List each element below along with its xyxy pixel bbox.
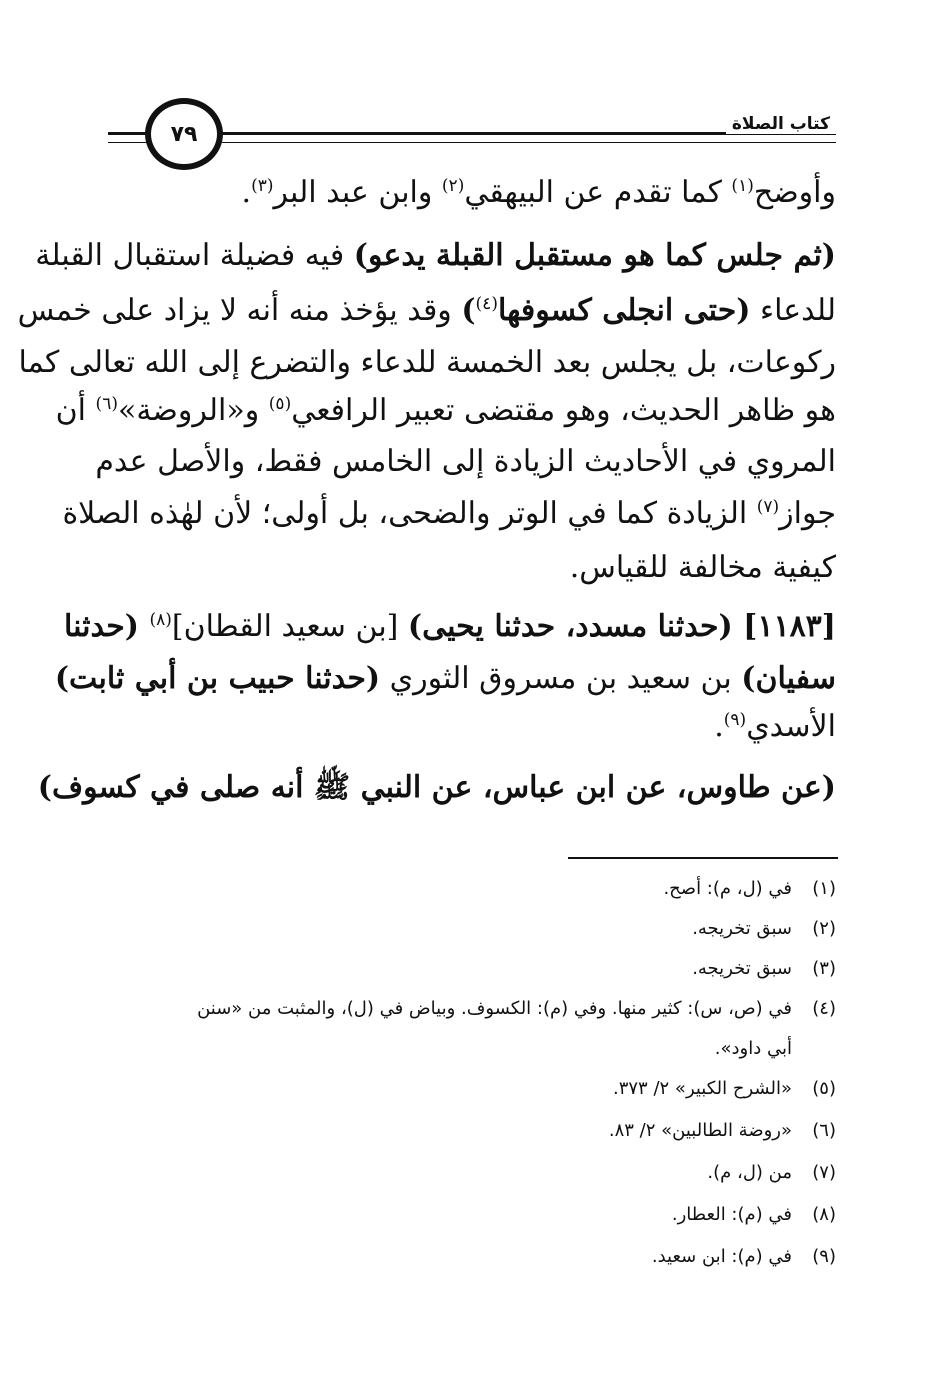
page-number-badge [145, 98, 223, 170]
footnote-text: «روضة الطالبين» ٢/ ٨٣. [608, 1120, 792, 1141]
footnote-number: (٣) [812, 958, 836, 979]
footnote-number: (٤) [812, 998, 836, 1019]
text-line: (عن طاوس، عن ابن عباس، عن النبي ﷺ أنه صلى في كسوف) [37, 770, 836, 805]
text-line: (ثم جلس كما هو مستقبل القبلة يدعو) فيه فضيلة استقبال القبلة [35, 238, 836, 273]
text-line: جواز$^{(٧)}$ الزيادة كما في الوتر والضحى، بل أولى؛ لأن لهٰذه الصلاة [62, 496, 836, 531]
footnote [707, 1160, 836, 1186]
text-line: ركوعات، بل يجلس بعد الخمسة للدعاء والتضرع إلى الله تعالى كما [18, 345, 836, 380]
footnote [197, 996, 836, 1022]
text-line: المروي في الأحاديث الزيادة إلى الخامس فقط، والأصل عدم [95, 444, 836, 479]
footnote [692, 956, 836, 982]
footnote-number: (٥) [812, 1078, 836, 1099]
header-rule-left-thin [108, 142, 148, 143]
footnote-text: في (م): ابن سعيد. [651, 1246, 792, 1267]
text-line: سفيان) بن سعيد بن مسروق الثوري (حدثنا حبيب بن أبي ثابت) [54, 661, 836, 696]
footnote-ref: (٥) [268, 394, 292, 414]
text-line: [١١٨٣] (حدثنا مسدد، حدثنا يحيى) [بن سعيد القطان]$^{(٨)}$ (حدثنا [63, 609, 836, 644]
header-rule-right-thin [222, 142, 836, 143]
footnote-ref: (١) [731, 176, 754, 196]
footnote [613, 1076, 836, 1102]
footnote-ref: (٧) [756, 497, 780, 517]
footnote-text: في (ص، س): كثير منها. وفي (م): الكسوف. وبياض في (ل)، والمثبت من «سنن [197, 998, 792, 1019]
footnote-ref: (٨) [149, 610, 172, 630]
footnote-number: (٦) [812, 1120, 836, 1141]
footnote-separator [568, 857, 838, 859]
footnote-ref: (٤) [475, 294, 498, 314]
footnote-ref: (٢) [441, 176, 465, 196]
footnote [663, 876, 836, 902]
footnote-ref: (٩) [723, 710, 747, 730]
footnote [652, 1244, 836, 1270]
footnote-text: سبق تخريجه. [692, 918, 792, 939]
footnote-number: (١) [812, 878, 836, 899]
footnote [692, 916, 836, 942]
footnote-text: «الشرح الكبير» ٢/ ٣٧٣. [612, 1078, 792, 1099]
footnote-number: (٨) [812, 1204, 836, 1225]
footnote-ref: (٦) [95, 394, 118, 414]
text-line: وأوضح$^{(١)}$ كما تقدم عن البيهقي$^{(٢)}$ وابن عبد البر$^{(٣)}$. [241, 175, 836, 210]
text-line: كيفية مخالفة للقياس. [569, 550, 836, 585]
header-rule-left [108, 132, 148, 135]
text-line: الأسدي$^{(٩)}$. [714, 709, 836, 744]
page-number: ٧٩ [170, 121, 198, 147]
footnote-number: (٩) [812, 1246, 836, 1267]
footnote-number: (٢) [812, 918, 836, 939]
text-line: هو ظاهر الحديث، وهو مقتضى تعبير الرافعي$^{(٥)}$ و«الروضة»$^{(٦)}$ أن [55, 393, 836, 428]
footnote [609, 1118, 836, 1144]
footnote-ref: (٣) [251, 176, 274, 196]
footnote-number: (٧) [812, 1162, 836, 1183]
footnote-continuation: أبي داود». [714, 1038, 792, 1059]
footnote-text: من (ل، م). [707, 1162, 792, 1183]
footnote [672, 1202, 836, 1228]
footnote-text: في (ل، م): أصح. [663, 878, 792, 899]
footnote-text: في (م): العطار. [671, 1204, 792, 1225]
text-line: للدعاء (حتى انجلى كسوفها$^{(٤)}$) وقد يؤخذ منه أنه لا يزاد على خمس [17, 293, 836, 328]
footnote-text: سبق تخريجه. [692, 958, 792, 979]
running-head: كتاب الصلاة [726, 114, 836, 134]
